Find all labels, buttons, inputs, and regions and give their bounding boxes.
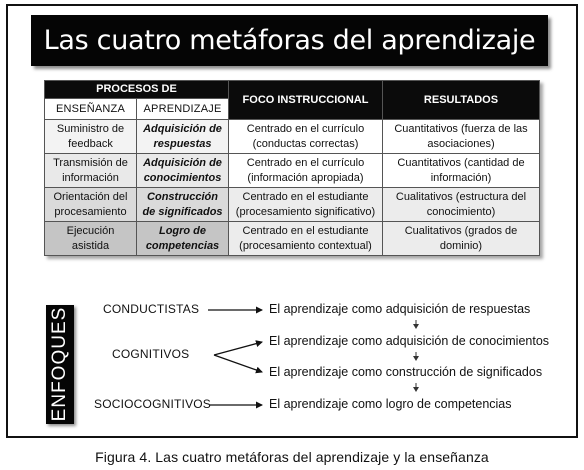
teaching-cell: Orientación del procesamiento bbox=[45, 188, 137, 222]
header-foco-instruccional: FOCO INSTRUCCIONAL bbox=[229, 81, 383, 120]
outcome-significados: El aprendizaje como construcción de significados bbox=[269, 365, 543, 379]
focus-cell: Centrado en el estudiante (procesamiento contextual) bbox=[229, 222, 383, 256]
subheader-ensenanza: ENSEÑANZA bbox=[45, 99, 137, 120]
results-cell: Cuantitativos (cantidad de información) bbox=[383, 154, 540, 188]
approach-conductistas: CONDUCTISTAS bbox=[103, 302, 200, 316]
arrow-cognitivos-up bbox=[214, 342, 262, 355]
enfoques-label: ENFOQUES bbox=[49, 306, 70, 422]
approach-cognitivos: COGNITIVOS bbox=[112, 347, 190, 361]
arrow-cognitivos-down bbox=[214, 355, 262, 372]
focus-cell: Centrado en el estudiante (procesamiento significativo) bbox=[229, 188, 383, 222]
teaching-cell: Suministro de feedback bbox=[45, 120, 137, 154]
focus-cell: Centrado en el currículo (conductas correctas) bbox=[229, 120, 383, 154]
approach-sociocognitivos: SOCIOCOGNITIVOS bbox=[94, 397, 212, 411]
outcome-conocimientos: El aprendizaje como adquisición de conocimientos bbox=[269, 334, 550, 348]
outcome-competencias: El aprendizaje como logro de competencias bbox=[269, 397, 512, 411]
learning-cell: Construcción de significados bbox=[137, 188, 229, 222]
focus-cell: Centrado en el currículo (información apropiada) bbox=[229, 154, 383, 188]
header-resultados: RESULTADOS bbox=[383, 81, 540, 120]
results-cell: Cuantitativos (fuerza de las asociaciones) bbox=[383, 120, 540, 154]
teaching-cell: Transmisión de información bbox=[45, 154, 137, 188]
figure-caption: Figura 4. Las cuatro metáforas del aprendizaje y la enseñanza bbox=[95, 449, 489, 465]
results-cell: Cualitativos (grados de dominio) bbox=[383, 222, 540, 256]
learning-cell: Adquisición de conocimientos bbox=[137, 154, 229, 188]
learning-cell: Logro de competencias bbox=[137, 222, 229, 256]
results-cell: Cualitativos (estructura del conocimiento) bbox=[383, 188, 540, 222]
outcome-respuestas: El aprendizaje como adquisición de respuestas bbox=[269, 302, 531, 316]
header-procesos: PROCESOS DE bbox=[45, 81, 229, 99]
subheader-aprendizaje: APRENDIZAJE bbox=[137, 99, 229, 120]
figure-title: Las cuatro metáforas del aprendizaje bbox=[31, 15, 548, 66]
teaching-cell: Ejecución asistida bbox=[45, 222, 137, 256]
learning-cell: Adquisición de respuestas bbox=[137, 120, 229, 154]
